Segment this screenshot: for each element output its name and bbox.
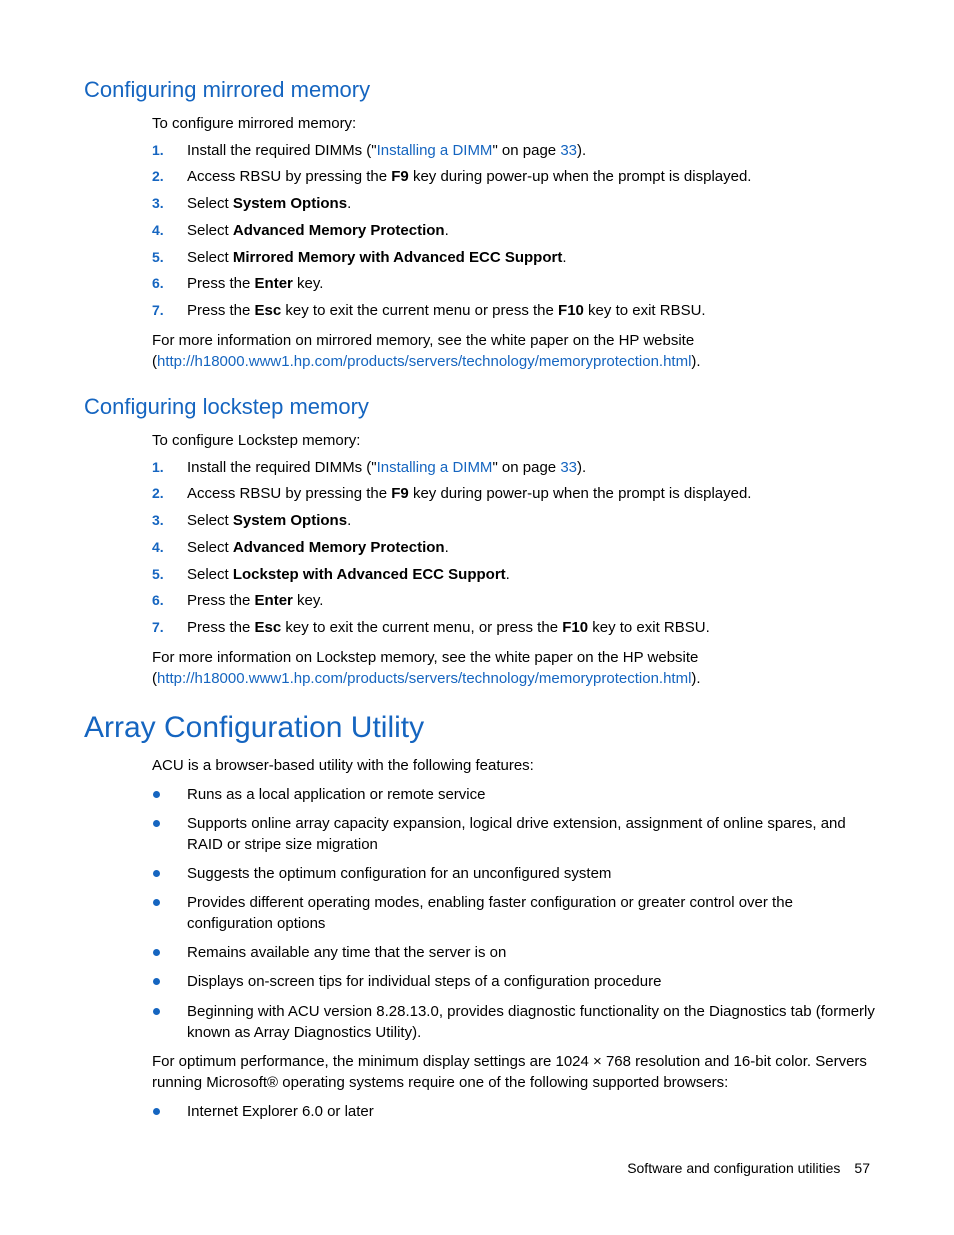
acu-intro: ACU is a browser-based utility with the following features: — [152, 757, 534, 774]
heading-mirrored-memory: Configuring mirrored memory — [84, 77, 371, 102]
heading-array-configuration-utility: Array Configuration Utility — [84, 711, 425, 744]
lockstep-intro: To configure Lockstep memory: — [152, 432, 361, 449]
installing-dimm-link[interactable]: Installing a DIMM — [376, 459, 493, 476]
bullet-icon — [153, 978, 160, 985]
mirrored-intro: To configure mirrored memory: — [152, 115, 357, 132]
document-page: Configuring mirrored memory To configure mirrored memory: 1. Install the required DIMMs ("Installing a DIMM" on page 33). 2. Access RBSU by pressing the F9 key during power-up when the prompt is displayed. 3. Select System Options. 4. Select Advanced Memory Protection. 5. Select Mirrored Memory with Advanced ECC Support. 6. Press the Enter key. 7. Press the Esc key to exit the current menu or press the F10 key to exit RBSU. For more information on mirrored memory, see the white paper on the HP website (http://h18000.www1.hp.com/products/servers/technology/memoryprotection.html). Configuring lockstep memory To configure Lockstep memory: 1. Install the required DIMMs ("Installing a DIMM" on page 33). 2. Access RBSU by pressing the F9 key during power-up when the prompt is displayed. 3. Select System Options. 4. Select Advanced Memory Protection. 5. Select Lockstep with Advanced ECC Support. 6. Press the Enter key. 7. Press the Esc key to exit the current menu, or press the F10 key to exit RBSU. For more information on Lockstep memory, see the white paper on the HP website (http://h18000.www1.hp.com/products/servers/technology/memoryprotection.html). Array Configuration Utility ACU is a browser-based utility with the following features: Runs as a local application or remote service Supports online array capacity expansion, logical drive extension, assignment of online spares, and RAID or stripe size migration Suggests the optimum configuration for an unconfigured system Provides different operating modes, enabling faster configuration or greater control over the configuration options Remains available any time that the server is on Displays on-screen tips for individual steps of a configuration procedure Beginning with ACU version 8.28.13.0, provides diagnostic functionality on the Diagnostics tab (formerly known as Array Diagnostics Utility). For optimum performance, the minimum display settings are 1024 × 768 resolution and 16-bit color. Servers running Microsoft® operating systems require one of the following supported browsers: Internet Explorer 6.0 or later Software and configuration utilities 57 — [0, 0, 954, 1235]
bullet-icon — [153, 1108, 160, 1115]
mirrored-more-info: For more information on mirrored memory, see the white paper on the HP website (http://h18000.www1.hp.com/products/servers/technology/memoryprotection.html). — [152, 332, 701, 370]
bullet-icon — [153, 791, 160, 798]
page-number: 57 — [854, 1160, 870, 1176]
installing-dimm-link[interactable]: Installing a DIMM — [376, 142, 493, 159]
bullet-icon — [153, 1008, 160, 1015]
heading-lockstep-memory: Configuring lockstep memory — [84, 394, 369, 419]
bullet-icon — [153, 820, 160, 827]
page-footer — [627, 1158, 870, 1178]
bullet-icon — [153, 870, 160, 877]
page-33-link[interactable]: 33 — [560, 142, 578, 159]
acu-performance-note: For optimum performance, the minimum display settings are 1024 × 768 resolution and 16-bit color. Servers running Microsoft® operating systems require one of the following supported browsers: — [152, 1053, 867, 1091]
bullet-icon — [153, 899, 160, 906]
footer-section-title: Software and configuration utilities — [627, 1160, 841, 1176]
lockstep-more-info: For more information on Lockstep memory, see the white paper on the HP website (http://h18000.www1.hp.com/products/servers/technology/memoryprotection.html). — [152, 649, 701, 687]
memoryprotection-url-link[interactable]: http://h18000.www1.hp.com/products/servers/technology/memoryprotection.html — [157, 353, 692, 370]
memoryprotection-url-link[interactable]: http://h18000.www1.hp.com/products/servers/technology/memoryprotection.html — [157, 670, 692, 687]
page-33-link[interactable]: 33 — [560, 459, 578, 476]
bullet-icon — [153, 949, 160, 956]
